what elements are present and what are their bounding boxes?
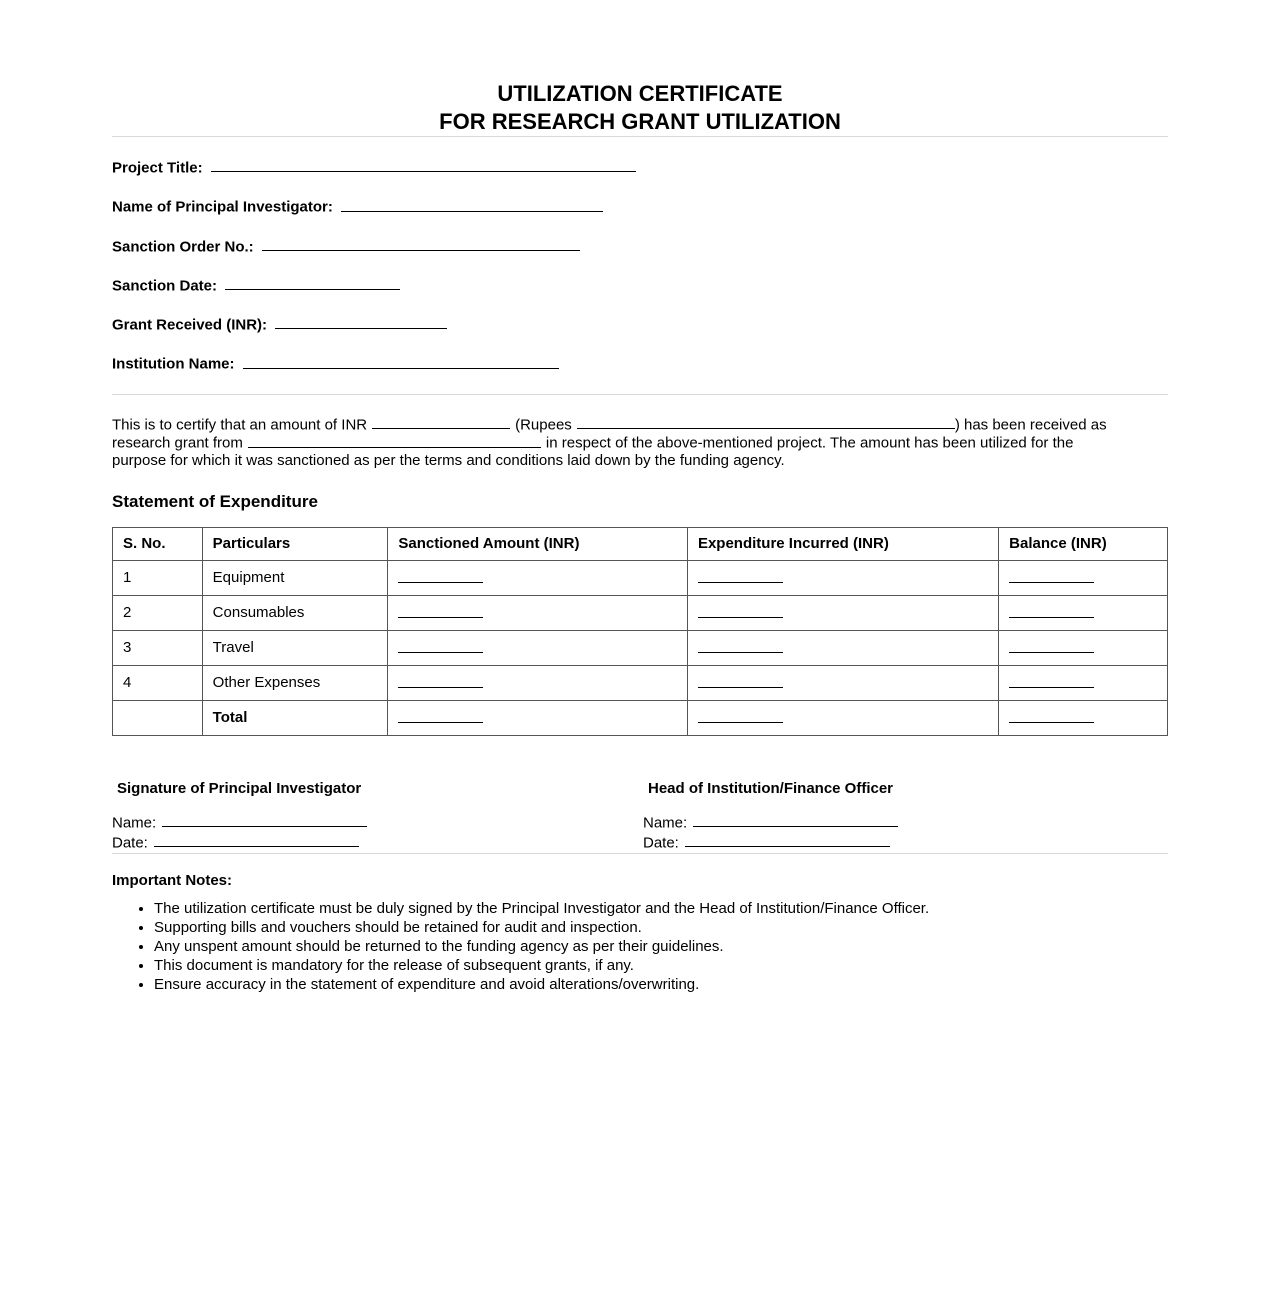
table-row <box>113 665 1168 700</box>
field-project-title-label: Project Title: <box>112 159 203 177</box>
row-sno: 4 <box>113 665 203 700</box>
signature-name-line <box>112 813 643 833</box>
date-blank <box>154 833 359 847</box>
certification-line3 <box>112 452 1168 470</box>
note-item: • The utilization certificate must be duly signed by the Principal Investigator and the Head of Institution/Finance Officer. <box>154 899 1168 918</box>
header-particulars: Particulars <box>202 527 388 560</box>
document-title-line2: FOR RESEARCH GRANT UTILIZATION <box>439 109 841 134</box>
note-item: • Ensure accuracy in the statement of expenditure and avoid alterations/overwriting. <box>154 975 1168 994</box>
name-blank <box>162 813 367 827</box>
row-balance-blank-cell <box>999 595 1168 630</box>
row-particulars: Consumables <box>202 595 388 630</box>
amount-blank <box>372 415 510 429</box>
field-sanction-order-no-label: Sanction Order No.: <box>112 237 254 255</box>
certification-text: ) has been received as <box>954 415 1107 433</box>
signature-block-principal-investigator <box>112 780 643 854</box>
document-title <box>112 80 1168 136</box>
row-sno: 1 <box>113 560 203 595</box>
certification-paragraph <box>112 395 1168 470</box>
header-sno: S. No. <box>113 527 203 560</box>
row-balance-blank-cell <box>999 630 1168 665</box>
statement-of-expenditure-heading: Statement of Expenditure <box>112 491 318 511</box>
important-notes-list <box>112 899 1168 994</box>
field-sanction-order-no <box>112 237 1168 256</box>
date-blank <box>685 833 890 847</box>
field-principal-investigator-label: Name of Principal Investigator: <box>112 198 333 216</box>
amount-blank <box>1009 708 1094 722</box>
amount-blank <box>398 638 483 652</box>
table-total-row <box>113 700 1168 735</box>
header-sanctioned-amount: Sanctioned Amount (INR) <box>388 527 688 560</box>
field-institution-name <box>112 354 1168 373</box>
note-item: • Supporting bills and vouchers should be retained for audit and inspection. <box>154 918 1168 937</box>
signature-title-pi: Signature of Principal Investigator <box>117 779 362 797</box>
rupees-words-blank <box>577 415 955 429</box>
signature-section <box>112 736 1168 854</box>
amount-blank <box>698 708 783 722</box>
header-balance: Balance (INR) <box>999 527 1168 560</box>
expenditure-table <box>112 527 1168 736</box>
total-balance-blank-cell <box>999 700 1168 735</box>
total-empty-cell <box>113 700 203 735</box>
row-particulars: Travel <box>202 630 388 665</box>
form-fields <box>112 137 1168 374</box>
certification-text: in respect of the above-mentioned project. The amount has been utilized for the <box>545 434 1074 452</box>
row-balance-blank-cell <box>999 665 1168 700</box>
row-sno: 2 <box>113 595 203 630</box>
signature-block-head-of-institution <box>643 780 898 854</box>
field-sanction-date-blank <box>225 276 400 290</box>
certification-text: purpose for which it was sanctioned as per the terms and conditions laid down by the funding agency. <box>112 452 785 469</box>
row-sanctioned-blank-cell <box>388 560 688 595</box>
name-label: Name: <box>643 813 688 831</box>
certification-line2 <box>112 433 1168 452</box>
field-project-title <box>112 158 1168 177</box>
field-sanction-date-label: Sanction Date: <box>112 277 218 294</box>
row-sanctioned-blank-cell <box>388 630 688 665</box>
amount-blank <box>1009 673 1094 687</box>
header-expenditure-incurred: Expenditure Incurred (INR) <box>687 527 998 560</box>
name-blank <box>693 813 898 827</box>
important-notes-heading: Important Notes: <box>112 872 232 889</box>
field-institution-name-blank <box>243 354 559 368</box>
row-particulars: Equipment <box>202 560 388 595</box>
amount-blank <box>398 708 483 722</box>
amount-blank <box>698 568 783 582</box>
amount-blank <box>698 638 783 652</box>
certification-line1 <box>112 415 1168 434</box>
date-label: Date: <box>643 834 679 851</box>
table-row <box>113 595 1168 630</box>
note-item: • Any unspent amount should be returned to the funding agency as per their guidelines. <box>154 937 1168 956</box>
row-sno: 3 <box>113 630 203 665</box>
certification-text: research grant from <box>112 434 243 452</box>
date-label: Date: <box>112 834 148 851</box>
document-title-line1: UTILIZATION CERTIFICATE <box>497 81 783 106</box>
table-header-row <box>113 527 1168 560</box>
field-principal-investigator <box>112 197 1168 216</box>
amount-blank <box>398 603 483 617</box>
row-expenditure-blank-cell <box>687 595 998 630</box>
note-item: • This document is mandatory for the release of subsequent grants, if any. <box>154 956 1168 975</box>
row-sanctioned-blank-cell <box>388 665 688 700</box>
field-project-title-blank <box>211 158 636 172</box>
signature-date-line <box>643 833 898 853</box>
field-principal-investigator-blank <box>341 197 603 211</box>
table-row <box>113 560 1168 595</box>
signature-date-line <box>112 833 643 853</box>
amount-blank <box>698 603 783 617</box>
amount-blank <box>398 568 483 582</box>
name-label: Name: <box>112 813 157 831</box>
field-institution-name-label: Institution Name: <box>112 355 235 373</box>
certification-text: This is to certify that an amount of INR <box>112 415 368 433</box>
amount-blank <box>1009 638 1094 652</box>
row-expenditure-blank-cell <box>687 665 998 700</box>
row-expenditure-blank-cell <box>687 630 998 665</box>
signature-name-line <box>643 813 898 833</box>
total-label: Total <box>202 700 388 735</box>
field-grant-received-label: Grant Received (INR): <box>112 316 268 334</box>
row-balance-blank-cell <box>999 560 1168 595</box>
row-sanctioned-blank-cell <box>388 595 688 630</box>
funding-agency-blank <box>248 433 541 447</box>
field-sanction-order-no-blank <box>262 237 580 251</box>
total-sanctioned-blank-cell <box>388 700 688 735</box>
table-row <box>113 630 1168 665</box>
amount-blank <box>698 673 783 687</box>
amount-blank <box>1009 603 1094 617</box>
row-expenditure-blank-cell <box>687 560 998 595</box>
field-sanction-date <box>112 276 1168 295</box>
row-particulars: Other Expenses <box>202 665 388 700</box>
certification-text: (Rupees <box>515 415 572 433</box>
amount-blank <box>398 673 483 687</box>
important-notes-section <box>112 854 1168 994</box>
total-expenditure-blank-cell <box>687 700 998 735</box>
field-grant-received-blank <box>275 315 447 329</box>
field-grant-received <box>112 315 1168 334</box>
signature-title-head: Head of Institution/Finance Officer <box>648 779 894 797</box>
amount-blank <box>1009 568 1094 582</box>
